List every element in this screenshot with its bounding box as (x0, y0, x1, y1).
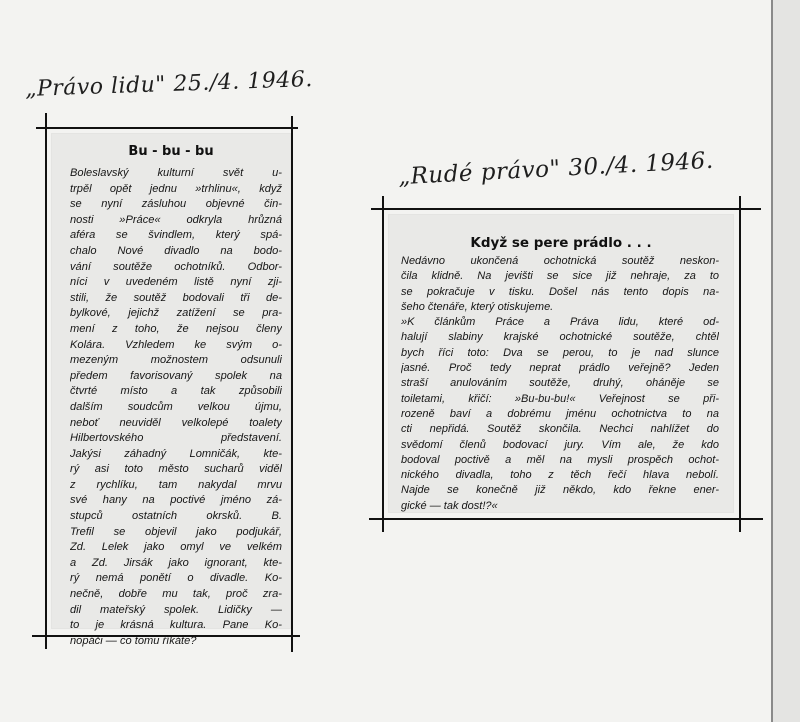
article-line: stili, že soutěž bodovali tři de- (70, 291, 282, 304)
article-line: rozeně baví a dobrému jménu ochotnictva to na (401, 407, 719, 420)
article-line: straší anulováním soutěže, druhý, oháněje se (401, 377, 719, 390)
crop-line-right-bottom (369, 518, 763, 520)
article-title: Když se pere prádlo . . . (470, 235, 652, 251)
clipping-rude-pravo (389, 215, 733, 512)
crop-line-right-right (739, 196, 741, 532)
article-line: své hany na poctivé jméno zá- (70, 494, 282, 507)
article-line: to je krásná kultura. Pane Ko- (70, 619, 282, 632)
article-body (389, 254, 733, 514)
article-line: mezeným možnostem odsunuli (70, 354, 282, 367)
article-line: cti nepřidá. Soutěž skončila. Nechci nahlížet do (401, 423, 719, 436)
article-line: bych říci toto: Dva se perou, to je nad slunce (401, 346, 719, 359)
article-line: dil mateřský spolek. Lidičky — (70, 603, 282, 616)
article-line: Trefil se objevil jako podjukář, (70, 525, 282, 538)
article-title: Bu - bu - bu (128, 144, 214, 159)
article-line: Zd. Lelek jako omyl ve velkém (70, 541, 282, 554)
article-line: gické — tak dost!?« (401, 499, 498, 512)
article-line: se nyní zásluhou objevné čin- (70, 198, 282, 211)
article-line: Hilbertovského představení. (70, 432, 282, 445)
article-line: Kolára. Vzhledem ke svým o- (70, 338, 282, 351)
article-line: z rychlíku, tam nakydal mrvu (70, 478, 282, 491)
crop-line-left-top (36, 127, 298, 129)
article-line: nečně, dobře mu tak, proč zra- (70, 588, 282, 601)
article-line: mení z toho, že nejsou členy (70, 322, 282, 335)
article-line: neboť neuviděl velkolepé toalety (70, 416, 282, 429)
article-line: Najde se konečně již někdo, kdo řekne ener- (401, 484, 719, 497)
article-body (52, 166, 290, 649)
article-line: chalo Nové divadlo na bodo- (70, 244, 282, 257)
article-line: stupců ostatních okrsků. B. (70, 510, 282, 523)
handwritten-source-left: „Právo lidu" 25./4. 1946. (24, 66, 314, 103)
article-line: toiletami, křičí: »Bu-bu-bu!« Veřejnost se při- (401, 392, 719, 405)
article-line: jasné. Proč tedy neprat prádlo veřejně? Jeden (401, 362, 719, 375)
article-line: šeho čtenáře, který otiskujeme. (401, 300, 554, 313)
article-line: aféra se švindlem, který spá- (70, 229, 282, 242)
article-line: nosti »Práce« odkryla hrůzná (70, 213, 282, 226)
crop-line-right-left (382, 196, 384, 532)
article-line: »K článkům Práce a Práva lidu, které od- (401, 316, 719, 329)
article-line: vání soutěže ochotníků. Odbor- (70, 260, 282, 273)
article-line: Nedávno ukončená ochotnická soutěž neskon- (401, 255, 719, 267)
article-line: se pokračuje v tisku. Došel nás tento dopis na- (401, 285, 719, 298)
article-line: bodoval poctivě a měl na mysli prospěch ochot- (401, 453, 719, 466)
article-line: dalším soudcům velkou újmu, (70, 400, 282, 413)
article-line: rý nemá ponětí o divadle. Ko- (70, 572, 282, 585)
handwritten-source-right: „Rudé právo" 30./4. 1946. (397, 147, 715, 191)
article-line: nického divadla, toho z těch řečí hlava nebolí. (401, 469, 719, 482)
crop-line-left-left (45, 113, 47, 649)
article-line: předem favorisovaný spolek na (70, 369, 282, 382)
article-line: trpěl opět jednu »trhlinu«, když (70, 182, 282, 195)
article-line: čila klidně. Na jevišti se sice již nehraje, za to (401, 270, 719, 283)
article-line: a Zd. Jirsák jako ignorant, kte- (70, 556, 282, 569)
article-line: svědomí členů bodovací jury. Vím ale, že kdo (401, 438, 719, 451)
article-line: Boleslavský kulturní svět u- (70, 167, 282, 179)
article-line: nopáči — co tomu říkáte? (70, 634, 197, 647)
crop-line-right-top (371, 208, 761, 210)
article-line: níci v uvedeném listě nyní zji- (70, 276, 282, 289)
article-line: halují slabiny krajské ochotnické soutěže, chtěl (401, 331, 719, 344)
article-line: bylkové, jejichž zatížení se pra- (70, 307, 282, 320)
article-line: rý asi toto město sucharů viděl (70, 463, 282, 476)
adjacent-page-edge (771, 0, 800, 722)
crop-line-left-right (291, 116, 293, 652)
article-line: Jakýsi záhadný Lomničák, kte- (70, 447, 282, 460)
clipping-pravo-lidu (52, 134, 290, 647)
article-line: čtvrté místo a tak způsobili (70, 385, 282, 398)
